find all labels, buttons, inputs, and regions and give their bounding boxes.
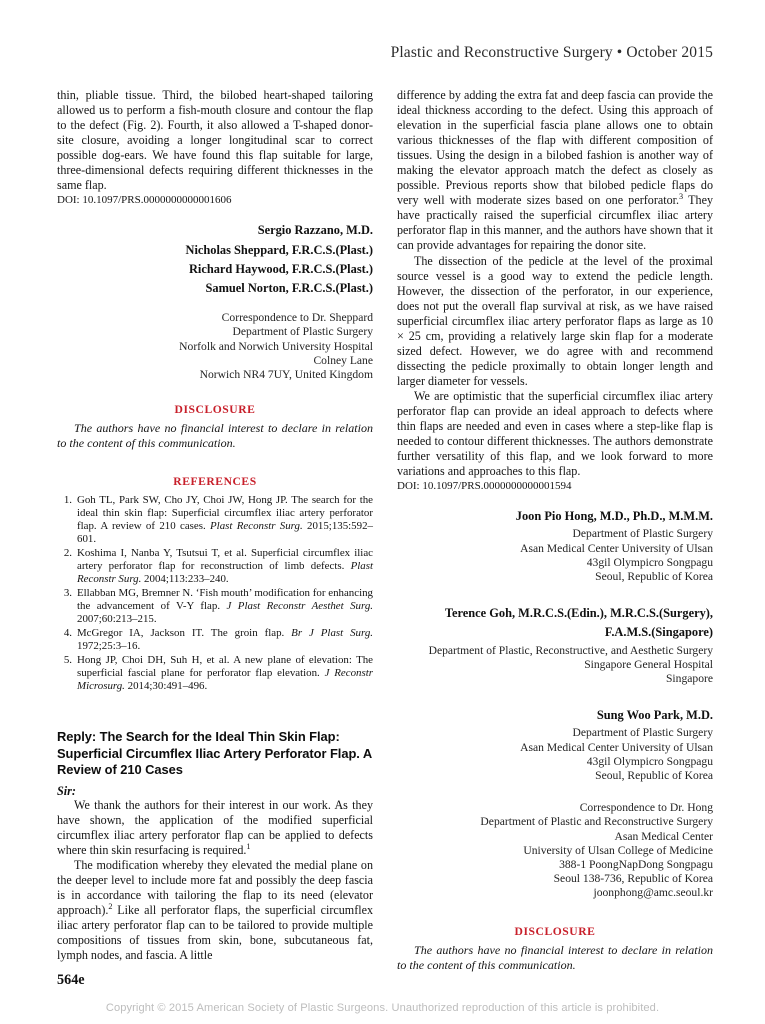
doi-right: DOI: 10.1097/PRS.0000000000001594 (397, 480, 572, 493)
affiliation-line: Singapore (665, 672, 713, 686)
right-paragraph-1 (397, 88, 713, 254)
left-column (57, 88, 373, 973)
citation-superscript: 1 (246, 841, 251, 851)
author-block-hong (397, 507, 713, 526)
author-name: Sung Woo Park, M.D. (596, 708, 713, 723)
reference-item (77, 587, 373, 626)
correspondence-block-left (57, 311, 373, 382)
author-name: Richard Haywood, F.R.C.S.(Plast.) (188, 261, 373, 276)
affiliation-line: Asan Medical Center University of Ulsan (520, 541, 713, 555)
salutation: Sir: (57, 783, 76, 798)
continued-paragraph: thin, pliable tissue. Third, the bilobed heart-shaped tailoring allowed us to perform a fish-mouth closure and contour the flap to the defect (Fig. 2). Fourth, it also allowed a T-shaped donor-site closure, avoiding a longer longitudinal scar to correct possible dog-ears. We have found this flap suitable for large, three-dimensional defects requiring different thicknesses in the same flap. (57, 88, 373, 193)
reference-text: Ellabban MG, Bremner N. ‘Fish mouth’ modification for enhancing the advancement of V-Y flap. (77, 587, 373, 613)
affiliation-line: Singapore General Hospital (584, 657, 713, 671)
correspondence-line: University of Ulsan College of Medicine (523, 843, 713, 857)
correspondence-line: Seoul 138-736, Republic of Korea (553, 872, 713, 886)
affiliation-line: Department of Plastic, Reconstructive, and Aesthetic Surgery (428, 643, 713, 657)
reference-item (77, 494, 373, 547)
reference-journal: Br J Plast Surg. (291, 627, 373, 640)
correspondence-line: Colney Lane (313, 353, 373, 367)
correspondence-line: Norfolk and Norwich University Hospital (179, 339, 373, 353)
correspondence-line: Correspondence to Dr. Sheppard (221, 311, 373, 325)
affiliation-line: Seoul, Republic of Korea (595, 570, 713, 584)
reference-text: Koshima I, Nanba Y, Tsutsui T, et al. Superficial circumflex iliac artery perforator flap for reconstruction of limb defects. (77, 547, 373, 573)
reference-text: Hong JP, Choi DH, Suh H, et al. A new plane of elevation: The superficial fascial plane for perforator flap elevation. (77, 653, 373, 679)
affiliation-line: Department of Plastic Surgery (572, 527, 713, 541)
reply-paragraph-2 (57, 858, 373, 963)
correspondence-block-right (397, 801, 713, 900)
author-name: Sergio Razzano, M.D. (257, 223, 373, 238)
reference-citation: 2004;113:233–240. (141, 573, 229, 586)
correspondence-line: Correspondence to Dr. Hong (579, 801, 713, 815)
paragraph-text: The modification whereby they elevated the medial plane on the deeper level to include more fat and possibly the deep fascia is in accordance with tailoring the flap to its need (elevator approach). (57, 857, 373, 917)
author-name: Nicholas Sheppard, F.R.C.S.(Plast.) (185, 242, 373, 257)
affiliation-line: Asan Medical Center University of Ulsan (520, 740, 713, 754)
affiliation-line: Department of Plastic Surgery (572, 726, 713, 740)
reference-list (57, 494, 373, 693)
running-head: Plastic and Reconstructive Surgery • October 2015 (390, 44, 713, 61)
author-name: Terence Goh, M.R.C.S.(Edin.), M.R.C.S.(Surgery), (444, 606, 713, 621)
reference-text: McGregor IA, Jackson IT. The groin flap. (77, 627, 292, 640)
reference-item (77, 627, 373, 653)
correspondence-line: Department of Plastic Surgery (232, 325, 373, 339)
reference-citation: 1972;25:3–16. (77, 640, 141, 653)
correspondence-line: 388-1 PoongNapDong Songpagu (559, 858, 713, 872)
reference-item (77, 547, 373, 586)
reference-citation: 2014;30:491–496. (124, 680, 208, 693)
disclosure-text-left: The authors have no financial interest to declare in relation to the content of this communication. (57, 421, 373, 451)
correspondence-line: Norwich NR4 7UY, United Kingdom (199, 367, 373, 381)
disclosure-heading-right: DISCLOSURE (514, 924, 596, 938)
reply-paragraph-1 (57, 798, 373, 858)
affiliation-line: Seoul, Republic of Korea (595, 769, 713, 783)
page-number: 564e (57, 972, 85, 988)
author-block-park (397, 706, 713, 725)
citation-superscript: 2 (108, 901, 113, 911)
author-block-goh (397, 604, 713, 642)
disclosure-text-right: The authors have no financial interest to declare in relation to the content of this communication. (397, 942, 713, 972)
paragraph-text: difference by adding the extra fat and deep fascia can provide the ideal thickness according to the defect. Using this approach of elevation in the superficial fascia plane allows one to obtain various thicknesses of the flap with different composition of tissues. Using the design in a bilobed fashion is another way of making the elevator approach match the defect as closely as possible. Previous reports show that bilobed pedicle flaps do very well with moderate sizes based on one perforator. (397, 88, 713, 208)
reference-text: Goh TL, Park SW, Cho JY, Choi JW, Hong JP. The search for the ideal thin skin flap: Superficial circumflex iliac artery perforator flap. A review of 210 cases. (77, 493, 373, 533)
reference-journal: Plast Reconstr Surg. (77, 560, 373, 586)
paragraph-text-continued: They have practically raised the superficial circumflex iliac artery perforator flap in this manner, and the authors have shown that it can provide advantages for repairing the donor site. (397, 193, 713, 253)
affiliation-park (397, 726, 713, 783)
paragraph-text-continued: Like all perforator flaps, the superficial circumflex iliac artery perforator flap can to be tailored to provide multiple compositions of tissues from skin, bone, subcutaneous fat, lymph nodes, and fascia. A little (57, 902, 373, 962)
author-name: Joon Pio Hong, M.D., Ph.D., M.M.M. (515, 509, 713, 524)
author-name: Samuel Norton, F.R.C.S.(Plast.) (205, 280, 373, 295)
disclosure-heading-left: DISCLOSURE (174, 403, 256, 417)
references-heading: REFERENCES (173, 474, 257, 488)
copyright-notice: Copyright © 2015 American Society of Plastic Surgeons. Unauthorized reproduction of this article is prohibited. (105, 1002, 660, 1014)
citation-superscript: 3 (679, 192, 684, 202)
doi-left: DOI: 10.1097/PRS.0000000000001606 (57, 194, 232, 207)
affiliation-hong (397, 527, 713, 584)
paragraph-text: We thank the authors for their interest in our work. As they have shown, the application of the modified superficial circumflex iliac artery perforator flap can be applied to defects where thin skin resurfacing is required. (57, 797, 373, 857)
right-paragraph-2: The dissection of the pedicle at the level of the proximal source vessel is a good way to extend the pedicle length. However, the dissection of the perforator, in our experience, does not put the overall flap survival at risk, as we have raised superficial circumflex iliac artery perforator flaps as large as 10 × 25 cm, providing a relatively large skin flap for a moderate sized defect. However, we do agree with and recommend dissecting the pedicle proximally to obtain longer length and larger diameter for vessels. (397, 253, 713, 388)
reference-journal: Plast Reconstr Surg. (210, 520, 303, 533)
affiliation-line: 43gil Olympicro Songpagu (586, 555, 713, 569)
affiliation-goh (397, 644, 713, 687)
reference-journal: J Reconstr Microsurg. (77, 667, 373, 693)
affiliation-line: 43gil Olympicro Songpagu (586, 754, 713, 768)
correspondence-line: Department of Plastic and Reconstructive Surgery (480, 815, 713, 829)
correspondence-line: Asan Medical Center (614, 829, 713, 843)
reference-journal: J Plast Reconstr Aesthet Surg. (226, 600, 373, 613)
right-column (397, 88, 713, 973)
two-column-layout (57, 88, 713, 973)
reference-citation: 2007;60:213–215. (77, 613, 157, 626)
right-paragraph-3: We are optimistic that the superficial circumflex iliac artery perforator flap can provide an ideal approach to defects where thin flaps are needed and even in cases where a step-like flap is needed to contour different thicknesses. The authors demonstrate further versatility of this flap, and we look forward to more variations and approaches to this flap. (397, 388, 713, 479)
reference-item (77, 654, 373, 693)
reply-article-title: Reply: The Search for the Ideal Thin Skin Flap: Superficial Circumflex Iliac Artery Perforator Flap. A Review of 210 Cases (57, 729, 372, 778)
reference-citation: 2015;135:592–601. (77, 520, 373, 546)
author-name-continued: F.A.M.S.(Singapore) (604, 625, 713, 640)
correspondence-email[interactable]: joonphong@amc.seoul.kr (593, 886, 713, 900)
author-list-left (57, 221, 373, 298)
